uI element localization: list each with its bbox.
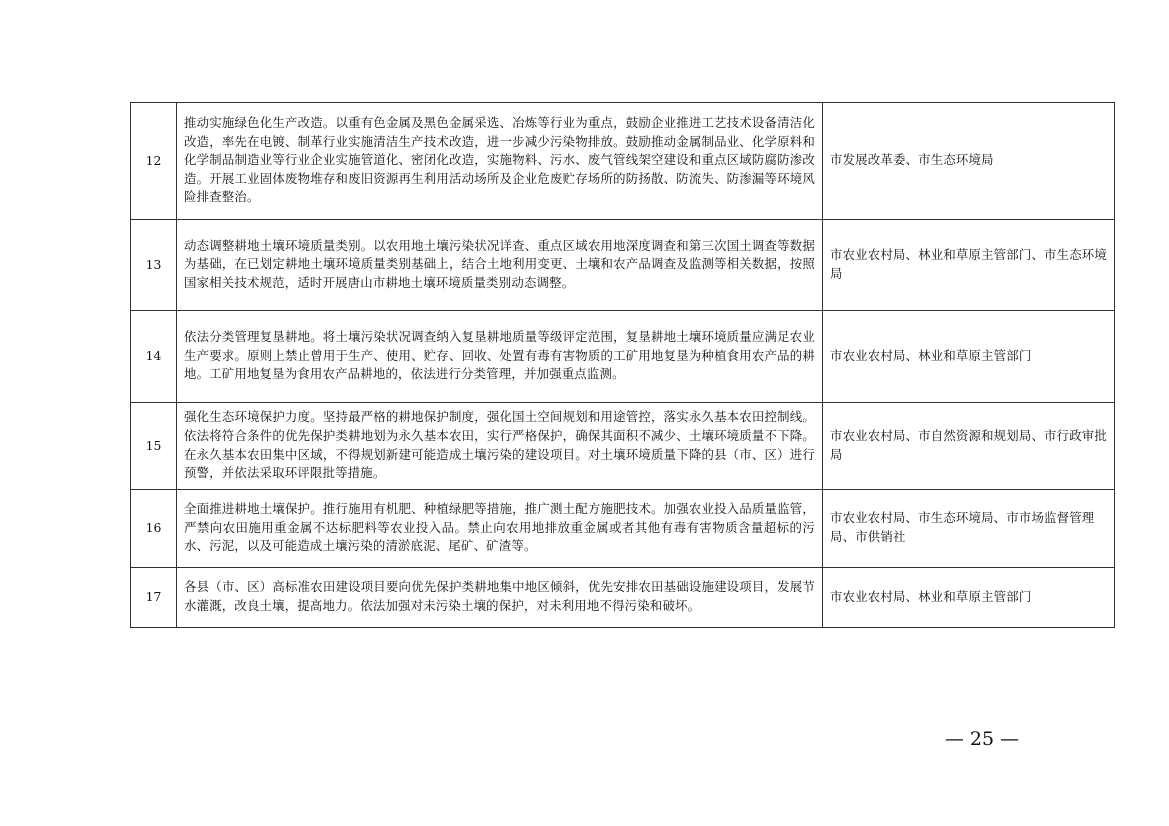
responsible-departments: 市农业农村局、林业和草原主管部门、市生态环境局 (823, 220, 1115, 311)
task-description: 全面推进耕地土壤保护。推行施用有机肥、种植绿肥等措施，推广测土配方施肥技术。加强农业投入品质量监管，严禁向农田施用重金属不达标肥料等农业投入品。禁止向农用地排放重金属或者其他有毒有害物质含量超标的污水、污泥，以及可能造成土壤污染的清淤底泥、尾矿、矿渣等。 (177, 490, 823, 568)
responsible-departments: 市农业农村局、林业和草原主管部门 (823, 311, 1115, 403)
task-description: 依法分类管理复垦耕地。将土壤污染状况调查纳入复垦耕地质量等级评定范围，复垦耕地土壤环境质量应满足农业生产要求。原则上禁止曾用于生产、使用、贮存、回收、处置有毒有害物质的工矿用地复垦为种植食用农产品的耕地。工矿用地复垦为食用农产品耕地的，依法进行分类管理，并加强重点监测。 (177, 311, 823, 403)
responsible-departments: 市发展改革委、市生态环境局 (823, 103, 1115, 220)
table-row (131, 568, 1115, 628)
row-number: 12 (131, 103, 177, 220)
task-table (130, 102, 1115, 628)
page-number: — 25 — (944, 728, 1020, 750)
responsible-departments: 市农业农村局、市生态环境局、市市场监督管理局、市供销社 (823, 490, 1115, 568)
table-row (131, 403, 1115, 490)
task-description: 强化生态环境保护力度。坚持最严格的耕地保护制度，强化国土空间规划和用途管控，落实永久基本农田控制线。依法将符合条件的优先保护类耕地划为永久基本农田，实行严格保护，确保其面积不减少、土壤环境质量不下降。在永久基本农田集中区域，不得规划新建可能造成土壤污染的建设项目。对土壤环境质量下降的县（市、区）进行预警，并依法采取环评限批等措施。 (177, 403, 823, 490)
table-row (131, 220, 1115, 311)
row-number: 16 (131, 490, 177, 568)
row-number: 13 (131, 220, 177, 311)
responsible-departments: 市农业农村局、林业和草原主管部门 (823, 568, 1115, 628)
row-number: 17 (131, 568, 177, 628)
table-row (131, 490, 1115, 568)
task-description: 动态调整耕地土壤环境质量类别。以农用地土壤污染状况详查、重点区域农用地深度调查和第三次国土调查等数据为基础，在已划定耕地土壤环境质量类别基础上，结合土地利用变更、土壤和农产品调查及监测等相关数据，按照国家相关技术规范，适时开展唐山市耕地土壤环境质量类别动态调整。 (177, 220, 823, 311)
row-number: 14 (131, 311, 177, 403)
task-description: 推动实施绿色化生产改造。以重有色金属及黑色金属采选、冶炼等行业为重点，鼓励企业推进工艺技术设备清洁化改造，率先在电镀、制革行业实施清洁生产技术改造，进一步减少污染物排放。鼓励推动金属制品业、化学原料和化学制品制造业等行业企业实施管道化、密闭化改造，实施物料、污水、废气管线架空建设和重点区域防腐防渗改造。开展工业固体废物堆存和废旧资源再生利用活动场所及企业危废贮存场所的防扬散、防流失、防渗漏等环境风险排查整治。 (177, 103, 823, 220)
responsible-departments: 市农业农村局、市自然资源和规划局、市行政审批局 (823, 403, 1115, 490)
table-row (131, 311, 1115, 403)
row-number: 15 (131, 403, 177, 490)
table-row (131, 103, 1115, 220)
task-description: 各县（市、区）高标准农田建设项目要向优先保护类耕地集中地区倾斜，优先安排农田基础设施建设项目，发展节水灌溉，改良土壤，提高地力。依法加强对未污染土壤的保护，对未利用地不得污染和破坏。 (177, 568, 823, 628)
